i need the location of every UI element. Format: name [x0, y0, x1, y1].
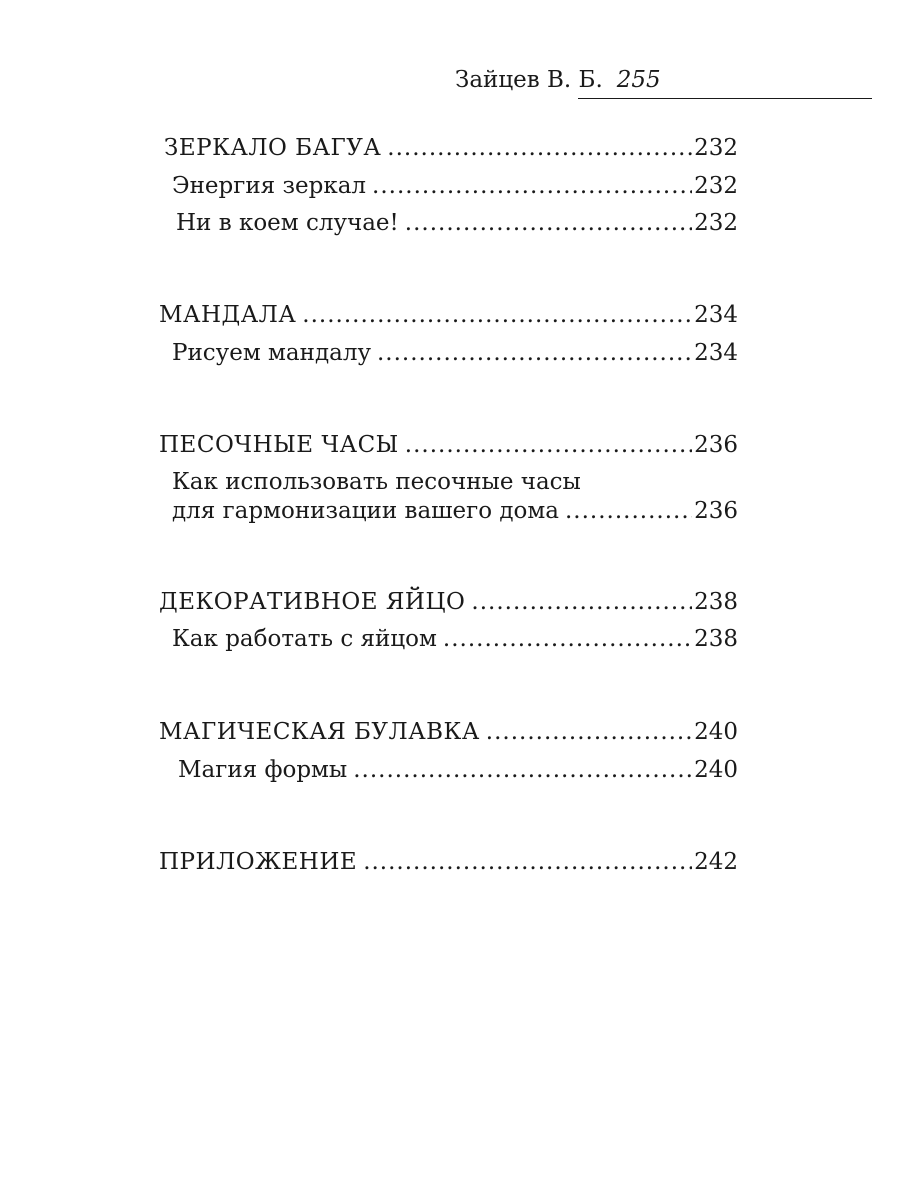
- toc-entry-page: 242: [694, 849, 738, 875]
- toc-entry-section: [0, 301, 738, 329]
- toc-entry-page: 232: [694, 173, 738, 199]
- toc-entry-section: [0, 718, 738, 746]
- toc-entry-page: 238: [694, 589, 738, 615]
- dot-leader: [353, 756, 692, 784]
- dot-leader: [405, 431, 692, 459]
- dot-leader: [363, 848, 692, 876]
- dot-leader: [565, 497, 692, 525]
- dot-leader: [372, 172, 692, 200]
- page-number: 255: [616, 67, 661, 93]
- toc-entry-title: ДЕКОРАТИВНОЕ ЯЙЦО: [159, 589, 466, 615]
- toc-entry-title: МАНДАЛА: [159, 302, 297, 328]
- toc-entry-section: [0, 848, 738, 876]
- toc-entry-subsection: [0, 172, 738, 200]
- toc-entry-page: 238: [694, 626, 738, 652]
- toc-entry-page: 236: [694, 432, 738, 458]
- toc-entry-title: для гармонизации вашего дома: [172, 498, 559, 524]
- dot-leader: [443, 625, 692, 653]
- dot-leader: [302, 301, 692, 329]
- toc-entry-title-line: Как использовать песочные часы: [172, 469, 581, 495]
- toc-entry-page: 232: [694, 135, 738, 161]
- author-name: Зайцев В. Б.: [455, 67, 603, 93]
- toc-entry-subsection: [0, 339, 738, 367]
- toc-entry-subsection: [0, 209, 738, 237]
- dot-leader: [471, 588, 692, 616]
- toc-entry-title: МАГИЧЕСКАЯ БУЛАВКА: [159, 719, 480, 745]
- toc-entry-subsection: [0, 497, 738, 525]
- toc-entry-subsection: [0, 756, 738, 784]
- toc-entry-title: ПРИЛОЖЕНИЕ: [159, 849, 358, 875]
- toc-entry-title: Магия формы: [178, 757, 348, 783]
- toc-entry-section: [0, 588, 738, 616]
- toc-entry-section: [0, 431, 738, 459]
- dot-leader: [405, 209, 692, 237]
- toc-entry-title: Ни в коем случае!: [176, 210, 399, 236]
- running-head: [455, 66, 661, 94]
- toc-entry-page: 234: [694, 302, 738, 328]
- toc-entry-page: 236: [694, 498, 738, 524]
- toc-entry-page: 234: [694, 340, 738, 366]
- dot-leader: [377, 339, 692, 367]
- toc-entry-title: ПЕСОЧНЫЕ ЧАСЫ: [159, 432, 399, 458]
- toc-entry-page: 240: [694, 757, 738, 783]
- toc-entry-title: Рисуем мандалу: [172, 340, 371, 366]
- dot-leader: [486, 718, 692, 746]
- header-rule: [578, 98, 872, 99]
- dot-leader: [387, 134, 692, 162]
- toc-entry-section: [0, 134, 738, 162]
- toc-entry-title: Как работать с яйцом: [172, 626, 437, 652]
- toc-entry-title: ЗЕРКАЛО БАГУА: [164, 135, 382, 161]
- toc-entry-page: 240: [694, 719, 738, 745]
- toc-entry-page: 232: [694, 210, 738, 236]
- toc-entry-title: Энергия зеркал: [172, 173, 367, 199]
- toc-entry-subsection: [0, 625, 738, 653]
